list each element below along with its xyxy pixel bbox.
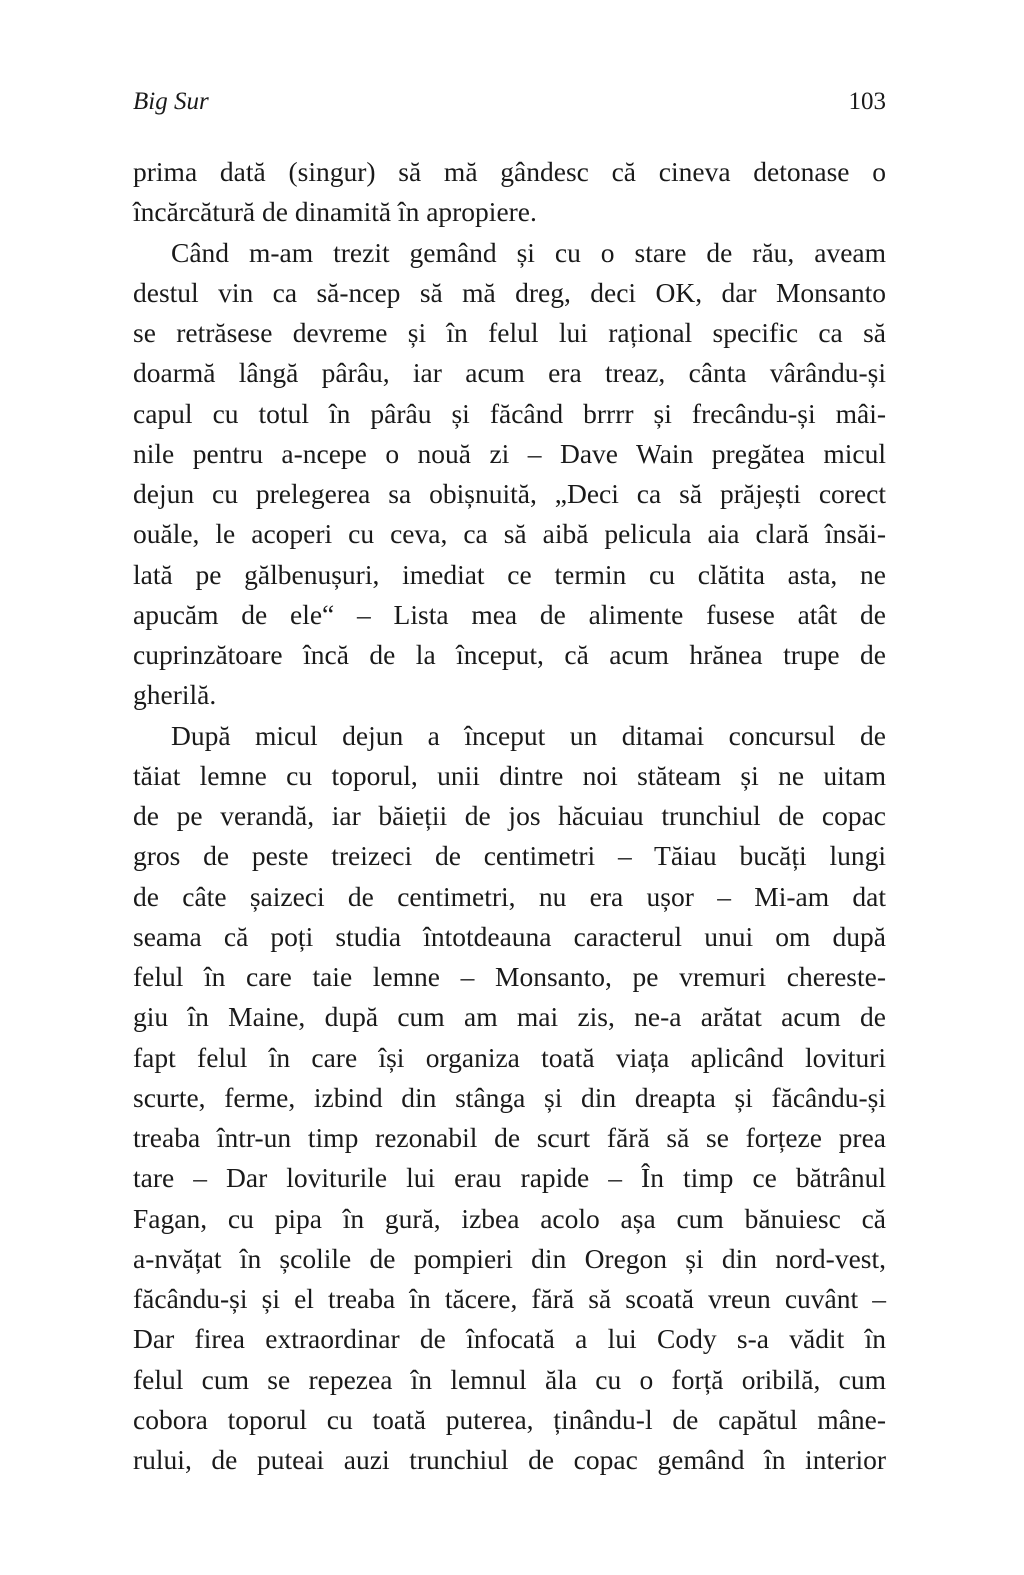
text-line: doarmă lângă pârâu, iar acum era treaz, cânta vârându-și [133, 357, 886, 389]
text-line: lată pe gălbenușuri, imediat ce termin cu clătita asta, ne [133, 558, 886, 590]
text-line: de pe verandă, iar băieții de jos hăcuiau trunchiul de copac [133, 800, 886, 831]
text-line: Când m-am trezit gemând și cu o stare de rău, aveam [171, 236, 886, 268]
text-line: capul cu totul în pârâu și făcând brrrr și frecându-și mâi- [133, 397, 886, 429]
text-line: tăiat lemne cu toporul, unii dintre noi stăteam și ne uitam [133, 759, 886, 791]
text-line: treaba într-un timp rezonabil de scurt fără să se forțeze prea [133, 1122, 886, 1153]
text-line: prima dată (singur) să mă gândesc că cineva detonase o [133, 156, 886, 187]
text-line: gherilă. [133, 679, 217, 711]
text-line: rului, de puteai auzi trunchiul de copac gemând în interior [133, 1444, 886, 1475]
text-line: seama că poți studia întotdeauna caracterul unui om după [133, 920, 886, 952]
text-line: giu în Maine, după cum am mai zis, ne-a arătat acum de [133, 1001, 886, 1033]
body-text [133, 152, 886, 1480]
text-line: fapt felul în care își organiza toată viața aplicând lovituri [133, 1041, 886, 1073]
text-line: se retrăsese devreme și în felul lui rațional specific ca să [133, 317, 886, 348]
text-line: După micul dejun a început un ditamai concursul de [171, 719, 886, 751]
text-line: tare – Dar loviturile lui erau rapide – În timp ce bătrânul [133, 1162, 886, 1194]
text-line: nile pentru a-ncepe o nouă zi – Dave Wain pregătea micul [133, 437, 886, 469]
text-line: încărcătură de dinamită în apropiere. [133, 196, 537, 228]
running-header [133, 88, 886, 124]
text-line: apucăm de ele“ – Lista mea de alimente fusese atât de [133, 598, 886, 630]
text-line: felul în care taie lemne – Monsanto, pe vremuri chereste- [133, 961, 886, 992]
running-title: Big Sur [133, 88, 209, 115]
text-line: dejun cu prelegerea sa obișnuită, „Deci ca să prăjești corect [133, 478, 886, 509]
text-line: a-nvățat în școlile de pompieri din Oregon și din nord-vest, [133, 1242, 886, 1274]
text-line: de câte șaizeci de centimetri, nu era ușor – Mi-am dat [133, 880, 886, 912]
text-line: Dar firea extraordinar de înfocată a lui Cody s-a vădit în [133, 1323, 886, 1355]
page-number: 103 [848, 88, 886, 115]
text-line: cuprinzătoare încă de la început, că acum hrănea trupe de [133, 639, 886, 670]
text-line: destul vin ca să-ncep să mă dreg, deci OK, dar Monsanto [133, 276, 886, 308]
text-line: gros de peste treizeci de centimetri – Tăiau bucăți lungi [133, 840, 886, 872]
text-line: Fagan, cu pipa în gură, izbea acolo așa cum bănuiesc că [133, 1202, 886, 1234]
text-line: făcându-și și el treaba în tăcere, fără să scoată vreun cuvânt – [133, 1283, 886, 1314]
text-line: felul cum se repezea în lemnul ăla cu o forță oribilă, cum [133, 1363, 886, 1395]
text-line: cobora toporul cu toată puterea, ținându-l de capătul mâne- [133, 1403, 886, 1435]
text-line: ouăle, le acoperi cu ceva, ca să aibă pelicula aia clară însăi- [133, 518, 886, 550]
text-line: scurte, ferme, izbind din stânga și din dreapta și făcându-și [133, 1081, 886, 1113]
